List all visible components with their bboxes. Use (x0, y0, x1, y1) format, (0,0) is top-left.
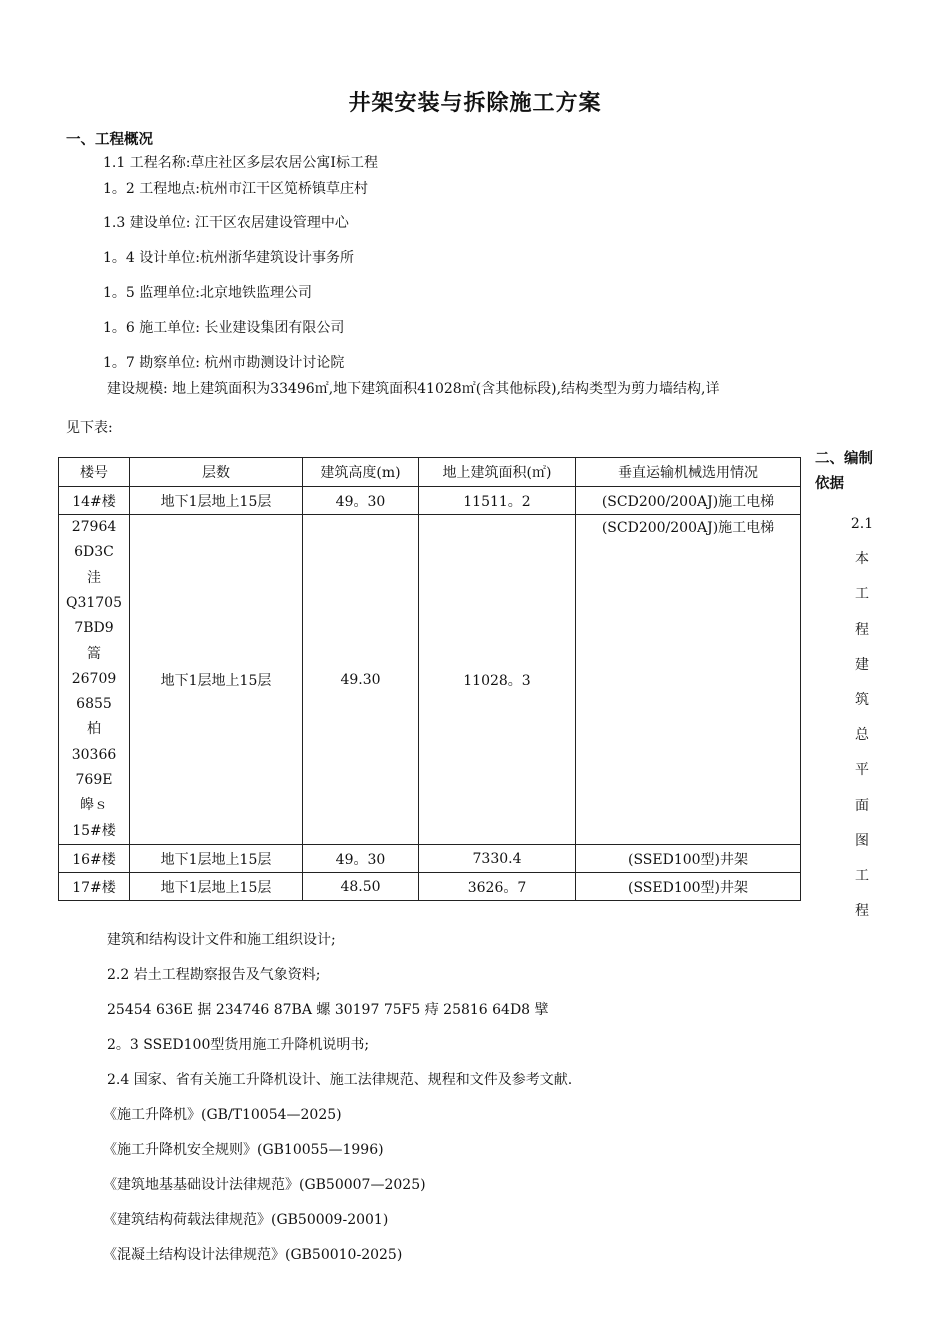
building-table (58, 457, 801, 901)
building-line: 皞ｓ (80, 797, 108, 814)
reference-standard: 《施工升降机安全规则》(GB10055—1996) (103, 1142, 384, 1158)
overview-item-name: 1.1 工程名称:草庄社区多层农居公寓Ⅰ标工程 (103, 155, 378, 171)
cell-building: 17#楼 (59, 873, 130, 901)
vertical-char: 工 (855, 868, 869, 885)
building-line: 篙 (87, 645, 101, 662)
building-line: 6855 (76, 696, 112, 713)
cell-floors: 地下1层地上15层 (130, 487, 303, 515)
building-text-stack (59, 515, 129, 844)
document-title: 井架安装与拆除施工方案 (348, 91, 602, 116)
reference-standard: 《施工升降机》(GB/T10054—2025) (103, 1107, 342, 1123)
section2-heading (815, 447, 895, 497)
cell-building: 14#楼 (59, 487, 130, 515)
table-row (59, 873, 801, 901)
vertical-char: 程 (855, 621, 869, 638)
table-row (59, 845, 801, 873)
vertical-char: 筑 (855, 692, 869, 709)
overview-item-owner: 1.3 建设单位: 江干区农居建设管理中心 (103, 215, 349, 231)
cell-height: 49。30 (303, 487, 419, 515)
overview-item-survey: 1。7 勘察单位: 杭州市勘测设计讨论院 (103, 355, 345, 371)
vertical-char: 建 (855, 656, 869, 673)
scale-line-2: 见下表: (66, 420, 113, 436)
header-machine: 垂直运输机械选用情况 (576, 458, 801, 487)
overview-item-designer: 1。4 设计单位:杭州浙华建筑设计事务所 (103, 250, 354, 266)
header-area: 地上建筑面积(㎡) (419, 458, 576, 487)
building-line: 27964 (71, 519, 117, 536)
cell-machine: (SCD200/200AJ)施工电梯 (576, 515, 801, 845)
cell-height: 49.30 (303, 515, 419, 845)
cell-area: 7330.4 (419, 845, 576, 873)
section2-heading-line2: 依据 (815, 476, 844, 492)
cell-height: 48.50 (303, 873, 419, 901)
cell-floors: 地下1层地上15层 (130, 515, 303, 845)
header-floors: 层数 (130, 458, 303, 487)
building-line: 7BD9 (74, 620, 114, 637)
reference-standard: 《建筑地基基础设计法律规范》(GB50007—2025) (103, 1177, 426, 1193)
vertical-char: 2.1 (850, 516, 874, 532)
overview-item-supervisor: 1。5 监理单位:北京地铁监理公司 (103, 285, 312, 301)
cell-machine: (SCD200/200AJ)施工电梯 (576, 487, 801, 515)
vertical-char: 图 (855, 832, 869, 849)
cell-building (59, 515, 130, 845)
vertical-char: 程 (855, 903, 869, 920)
building-line: Q31705 (65, 594, 122, 611)
building-line: 15#楼 (72, 822, 116, 839)
cell-area: 11028。3 (419, 515, 576, 845)
building-line: 30366 (71, 746, 117, 763)
table-row (59, 515, 801, 845)
table-header-row (59, 458, 801, 487)
basis-item: 建筑和结构设计文件和施工组织设计; (107, 932, 336, 948)
vertical-char: 面 (855, 797, 869, 814)
header-height: 建筑高度(m) (303, 458, 419, 487)
basis-item: 2。3 SSED100型货用施工升降机说明书; (107, 1037, 370, 1053)
cell-floors: 地下1层地上15层 (130, 873, 303, 901)
cell-machine: (SSED100型)井架 (576, 873, 801, 901)
cell-machine: (SSED100型)井架 (576, 845, 801, 873)
section1-heading: 一、工程概况 (66, 132, 153, 148)
table-row (59, 487, 801, 515)
overview-item-contractor: 1。6 施工单位: 长业建设集团有限公司 (103, 320, 345, 336)
vertical-char: 工 (855, 586, 869, 603)
basis-item: 2.4 国家、省有关施工升降机设计、施工法律规范、规程和文件及参考文献. (107, 1072, 573, 1088)
cell-floors: 地下1层地上15层 (130, 845, 303, 873)
scale-line-1: 建设规模: 地上建筑面积为33496㎡,地下建筑面积41028㎡(含其他标段),结构类型为剪力墙结构,详 (107, 381, 720, 397)
building-line: 洼 (87, 569, 101, 586)
building-line: 26709 (71, 670, 117, 687)
header-building: 楼号 (59, 458, 130, 487)
cell-height: 49。30 (303, 845, 419, 873)
vertical-text-column (850, 507, 874, 929)
cell-area: 11511。2 (419, 487, 576, 515)
overview-item-location: 1。2 工程地点:杭州市江干区笕桥镇草庄村 (103, 181, 368, 197)
building-line: 6D3C (74, 544, 114, 561)
basis-item: 25454 636E 据 234746 87BA 螺 30197 75F5 痔 25816 64D8 擘 (107, 1002, 549, 1018)
vertical-char: 本 (855, 551, 869, 568)
vertical-char: 平 (855, 762, 869, 779)
building-line: 769E (75, 772, 113, 789)
reference-standard: 《建筑结构荷载法律规范》(GB50009-2001) (103, 1212, 389, 1228)
vertical-char: 总 (855, 727, 869, 744)
basis-item: 2.2 岩土工程勘察报告及气象资料; (107, 967, 321, 983)
cell-building: 16#楼 (59, 845, 130, 873)
building-line: 柏 (87, 721, 101, 738)
section2-heading-line1: 二、编制 (815, 451, 873, 467)
cell-area: 3626。7 (419, 873, 576, 901)
reference-standard: 《混凝土结构设计法律规范》(GB50010-2025) (103, 1247, 403, 1263)
